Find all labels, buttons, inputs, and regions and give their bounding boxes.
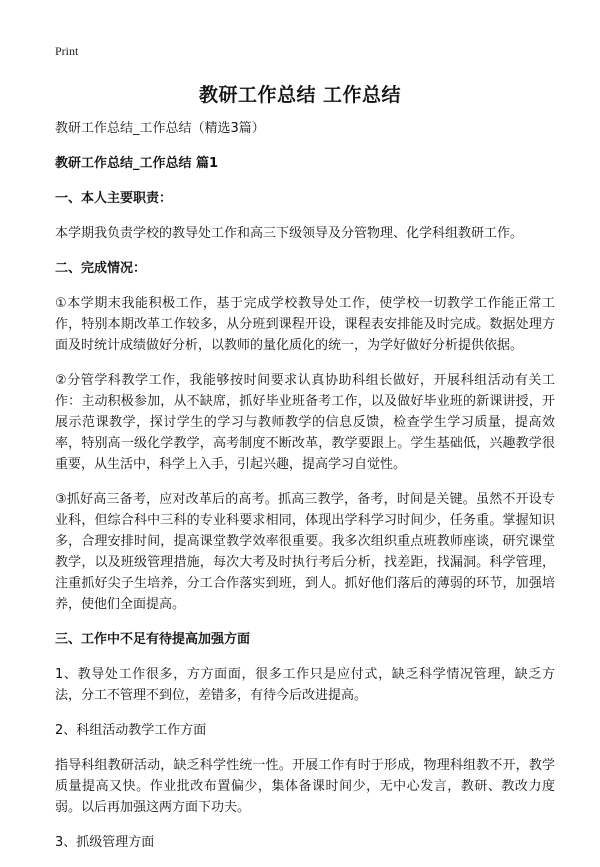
page-title: 教研工作总结 工作总结 xyxy=(198,84,402,106)
section3-item2-heading: 2、科组活动教学工作方面 xyxy=(55,723,207,738)
section3-item3-heading: 3、抓级管理方面 xyxy=(55,835,155,850)
section1-heading: 一、本人主要职责： xyxy=(55,191,173,206)
chapter-heading: 教研工作总结_工作总结 篇1 xyxy=(55,156,219,171)
section3-item1: 1、教导处工作很多，方方面面，很多工作只是应付式，缺乏科学情况管理，缺乏方法，分工不管理不到位，差错多，有待今后改进提高。 xyxy=(55,667,555,703)
print-link[interactable]: Print xyxy=(55,44,79,58)
section2-item1: ①本学期末我能积极工作，基于完成学校教导处工作，使学校一切教学工作能正常工作，特别本期改革工作较多，从分班到课程开设，课程表安排能及时完成。数据处理方面及时统计成绩做好分析，以教师的量化质化的统一，为学好做好分析提供依据。 xyxy=(55,296,555,353)
section2-heading: 二、完成情况： xyxy=(55,261,147,276)
section1-body: 本学期我负责学校的教导处工作和高三下级领导及分管物理、化学科组教研工作。 xyxy=(55,226,524,241)
section3-heading: 三、工作中不足有待提高加强方面 xyxy=(55,632,251,647)
document-body xyxy=(55,118,555,867)
section3-item2-body: 指导科组教研活动，缺乏科学性统一性。开展工作有时于形成，物理科组教不开，教学质量提高又快。作业批改布置偏少，集体备课时间少，无中心发言，教研、教改力度弱。以后再加强这两方面下功夫。 xyxy=(55,758,555,815)
subtitle: 教研工作总结_工作总结（精选3篇） xyxy=(55,121,265,136)
section2-item3: ③抓好高三备考，应对改革后的高考。抓高三教学，备考，时间是关键。虽然不开设专业科，但综合科中三科的专业科要求相同，体现出学科学习时间少，任务重。掌握知识多，合理安排时间，提高课堂教学效率很重要。我多次组织重点班教师座谈，研究课堂教学，以及班级管理措施，每次大考及时执行考后分析，找差距，找漏洞。科学管理，注重抓好尖子生培养，分工合作落实到班，到人。抓好他们落后的薄弱的环节，加强培养，使他们全面提高。 xyxy=(55,492,555,612)
section2-item2: ②分管学科教学工作，我能够按时间要求认真协助科组长做好，开展科组活动有关工作：主动积极参加，从不缺席，抓好毕业班备考工作，以及做好毕业班的新课讲授，开展示范课教学，探讨学生的学习与教师教学的信息反馈，检查学生学习质量，提高效率，特别高一级化学教学，高考制度不断改革，教学要跟上。学生基础低，兴趣教学很重要，从生活中，科学上入手，引起兴趣，提高学习自觉性。 xyxy=(55,373,555,472)
